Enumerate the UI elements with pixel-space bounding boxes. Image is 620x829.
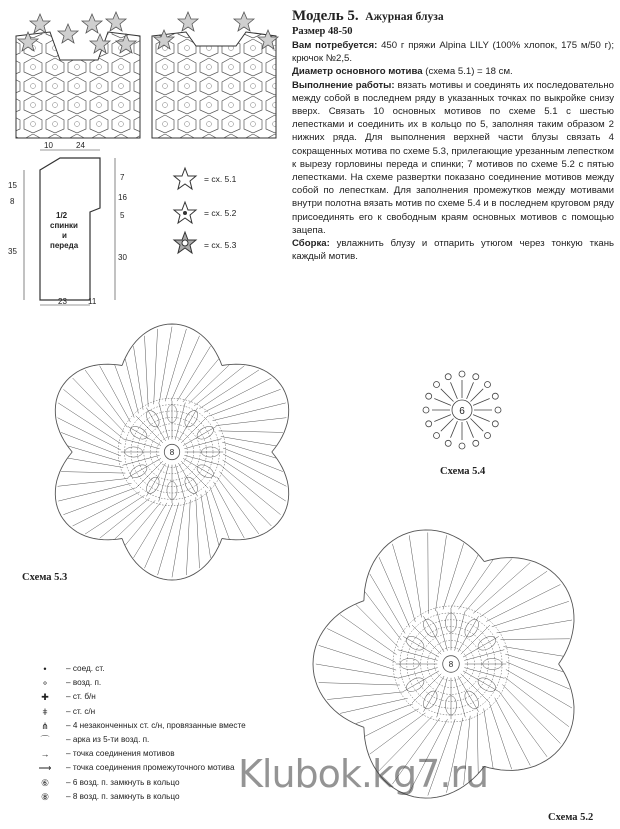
pattern-label-3: и [62,231,67,240]
dim-bottom-2: 11 [88,297,97,306]
dim-right-2: 16 [118,193,127,202]
dim-left-3: 35 [8,247,17,256]
pattern-sketch [0,140,140,310]
assembly-label: Сборка: [292,238,330,250]
assembly-text: увлажнить блузу и отпарить утюгом через тонкую ткань каждый мотив. [292,238,614,263]
dim-right-4: 30 [118,253,127,262]
watermark: Klubok.kg7.ru [238,752,489,796]
ring-6-icon: ⑥ [40,777,50,788]
pattern-label-2: спинки [50,221,78,230]
diameter-paragraph [292,65,614,78]
star-legend-2: = сх. 5.2 [204,208,237,218]
back-panel-outline [152,32,276,138]
legend-row: ⚬ – возд. п. [26,676,288,690]
legend-row: ⋔ – 4 незаконченных ст. с/н, провязанные вместе [26,719,288,733]
star-legend [170,166,280,266]
dim-left-2: 8 [10,197,15,206]
doily-center-label: 8 [448,660,454,669]
dim-right-1: 7 [120,173,125,182]
materials-text: 450 г пряжи Alpina LILY (100% хлопок, 175 м/50 г); крючок №2,5. [292,40,614,65]
star-legend-1: = сх. 5.1 [204,174,237,184]
star-legend-3: = сх. 5.3 [204,240,237,250]
model-subtitle: Ажурная блуза [365,11,444,23]
pattern-label-4: переда [50,241,79,250]
instructions-paragraph [292,79,614,237]
cluster-icon: ⋔ [41,720,49,731]
legend-row: ✚ – ст. б/н [26,690,288,704]
join-point-icon: → [40,749,50,760]
legend-row: ⌒ – арка из 5-ти возд. п. [26,733,288,747]
model-title: Модель 5. [292,8,359,24]
doily-center-label: 6 [459,406,465,417]
schema-5-2-label: Схема 5.2 [548,812,594,823]
size-line: Размер 48-50 [292,26,353,37]
legend-row: ⑧ – 8 возд. п. замкнуть в кольцо [26,790,288,804]
materials-paragraph [292,39,614,65]
double-crochet-icon: ǂ [42,706,48,717]
chain-stitch-icon: ⚬ [41,678,49,689]
doily-center-label: 8 [169,448,175,457]
single-crochet-icon: ✚ [41,692,49,703]
legend-row: • – соед. ст. [26,662,288,676]
intermediate-join-icon: ⟶ [38,763,52,774]
legend-row: ǂ – ст. с/н [26,705,288,719]
pattern-label-1: 1/2 [56,211,68,220]
description-text [292,8,614,263]
assembly-paragraph [292,237,614,263]
diameter-text: (схема 5.1) = 18 см. [425,66,513,78]
diameter-label: Диаметр основного мотива [292,66,423,78]
shaded-star-icon [174,232,196,253]
schema-5-4-diagram [412,362,512,462]
dim-left-1: 15 [8,181,17,190]
five-petal-star-icon [174,202,196,223]
chain-arch-icon: ⌒ [40,734,50,745]
legend-row: → – точка соединения мотивов [26,747,288,761]
six-petal-star-icon [174,168,196,189]
schema-5-4-label: Схема 5.4 [440,466,486,477]
legend-row: ⟶ – точка соединения промежуточного мотива [26,761,288,775]
instructions-label: Выполнение работы: [292,79,395,91]
slip-stitch-icon: • [43,664,47,674]
materials-label: Вам потребуется: [292,40,378,51]
legend-row: ⑥ – 6 возд. п. замкнуть в кольцо [26,776,288,790]
motif-layout-diagram [0,0,290,140]
schema-5-3-diagram [14,322,332,582]
dim-top-2: 24 [76,141,85,150]
dim-top-1: 10 [44,141,53,150]
ring-8-icon: ⑧ [40,791,50,802]
schema-5-3-label: Схема 5.3 [22,572,68,583]
instructions-text: вязать мотивы и соединять их последовательно между собой в последнем ряду в указанных точках по выкройке снизу вверх. Связать 10 основных мотивов по схеме 5.1 с шестью лепестками и соединить их в кольцо по 5, заполняя таким образом 2 нижних ряда. Для выполнения верхней части блузы связать 4 сокращенных мотива по схеме 5.3, прилегающие урезанным лепестком к вырезу горловины переда и спинки; 7 мотивов по схеме 5.2 с пятью лепестками. На схеме развертки показано соединение мотивов между собой по лепесткам. Для заполнения промежутков между мотивами внутри полотна вязать мотив по схеме 5.4 и в последнем круговом ряду присоединять его к свободным краям основных мотивов с помощью зацепа. [292,79,614,236]
dim-right-3: 5 [120,211,125,220]
dim-bottom-1: 23 [58,297,67,306]
